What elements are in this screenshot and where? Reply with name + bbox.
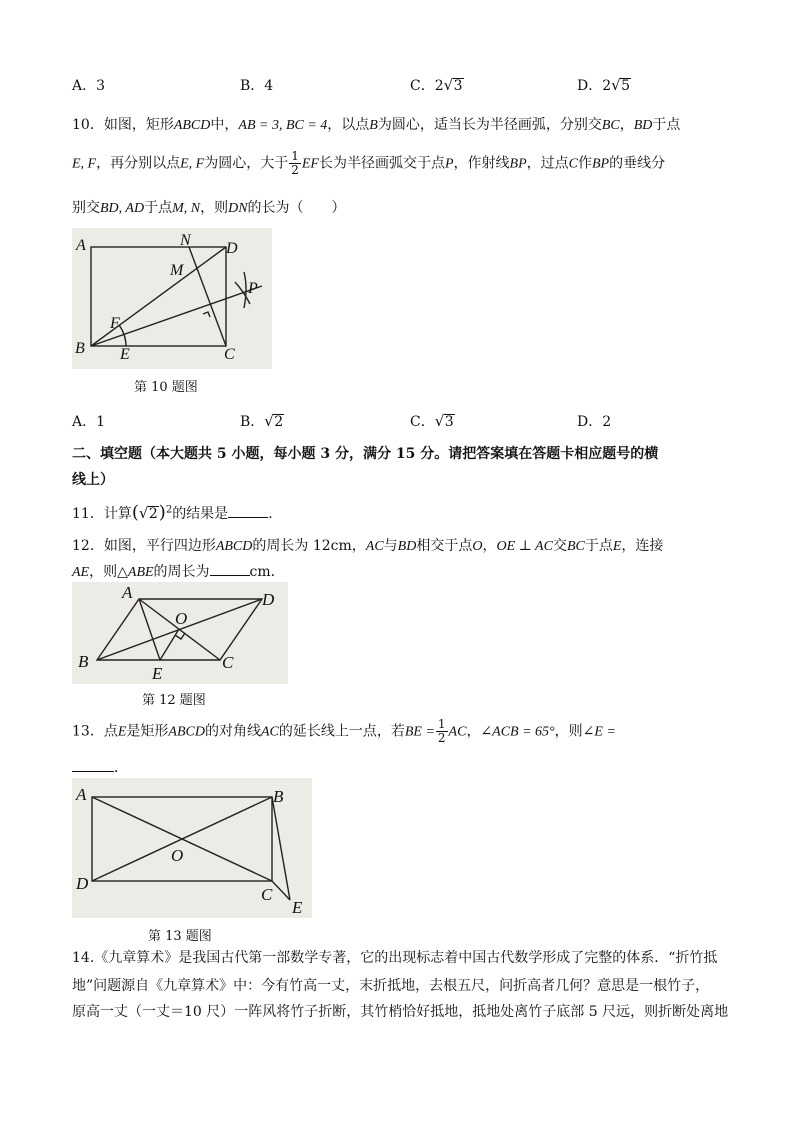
label-e: E [292, 898, 303, 917]
q13-line-2: ． [72, 757, 128, 777]
label-b: B [75, 340, 85, 357]
q10-caption: 第 10 题图 [134, 380, 198, 395]
label-e: E [152, 664, 163, 683]
sqrt-symbol: √ 5 [611, 76, 631, 94]
q9-option-d [577, 75, 631, 95]
q10-line-1: 10．如图，矩形ABCD中，AB = 3, BC = 4，以点B为圆心，适当长为半径画弧，分别交BC，BD于点 [72, 117, 681, 133]
q14-line-2: 地”问题源自《九章算术》中：今有竹高一丈，末折抵地，去根五尺，问折高者几何？意思是一根竹子， [72, 978, 710, 994]
label-d: D [76, 874, 89, 893]
label-e: E [120, 346, 130, 363]
fraction: $\frac{1}{2}$ [437, 717, 446, 745]
q10-line-2: E, F，再分别以点E, F为圆心，大于 $\frac{1}{2}$ EF长为半径画弧交于点P，作射线BP，过点C作BP的垂线分 [72, 149, 666, 177]
q10-figure [72, 228, 272, 369]
label-a: A [122, 583, 133, 602]
q10-option-a: A．1 [72, 414, 106, 430]
q10-option-d: D．2 [577, 414, 612, 430]
q9-option-b: B．4 [240, 78, 274, 94]
label-o: O [171, 846, 184, 865]
q12-line-1: 12．如图，平行四边形ABCD的周长为 12cm，AC与BD相交于点O，OE ⊥ AC交BC于点E，连接 [72, 538, 664, 554]
q12-figure [72, 582, 288, 684]
label-d: D [262, 590, 275, 609]
figure-background [72, 228, 272, 369]
q14-line-1: 14.《九章算术》是我国古代第一部数学专著，它的出现标志着中国古代数学形成了完整的体系．“折竹抵 [72, 950, 718, 966]
q9-option-a: A．3 [72, 78, 106, 94]
fraction: $\frac{1}{2}$ [291, 149, 299, 177]
label-a: A [76, 237, 86, 254]
q13-line-1: 13．点E是矩形ABCD的对角线AC的延长线上一点，若BE = $\frac{1}{2}$ AC，∠ACB = 65°，则∠E = [72, 717, 616, 745]
label-d: D [226, 240, 238, 257]
q10-option-b: B． √ 2 [240, 412, 284, 430]
label-a: A [76, 785, 87, 804]
answer-blank[interactable] [228, 517, 268, 518]
q10-line-3: 别交BD, AD于点M, N，则DN的长为（ ） [72, 200, 346, 216]
sqrt-symbol: √ 3 [434, 412, 454, 430]
label-o: O [175, 609, 188, 628]
q12-line-2: AE，则△ABE的周长为 cm． [72, 564, 285, 580]
q13-caption: 第 13 题图 [148, 929, 212, 944]
q9-option-c-prefix: C．2 [410, 78, 444, 94]
label-p: P [248, 280, 258, 297]
q10-option-c: C． √ 3 [410, 412, 454, 430]
answer-blank[interactable] [72, 771, 114, 772]
q9-option-d-prefix: D．2 [577, 78, 612, 94]
q9-option-c [410, 75, 464, 95]
label-c: C [261, 885, 273, 904]
label-n: N [180, 232, 191, 249]
label-m: M [170, 262, 184, 279]
section-2-heading-line-1: 二、填空题（本大题共 5 小题，每小题 3 分，满分 15 分。请把答案填在答题卡相应题号的横 [72, 446, 659, 462]
sqrt-symbol: √ 2 [138, 504, 158, 522]
q12-caption: 第 12 题图 [142, 693, 206, 708]
section-2-heading-line-2: 线上） [72, 472, 114, 488]
figure-background [72, 582, 288, 684]
sqrt-symbol: √ 2 [264, 412, 284, 430]
q11-text: 11．计算( √ 2)$^2$的结果是 ． [72, 502, 283, 523]
sqrt-symbol: √ 3 [443, 76, 463, 94]
q13-figure [72, 778, 312, 918]
q14-line-3: 原高一丈（一丈＝10 尺）一阵风将竹子折断，其竹梢恰好抵地，抵地处离竹子底部 5 尺远，则折断处离地 [72, 1004, 729, 1020]
label-c: C [224, 346, 235, 363]
label-c: C [222, 653, 234, 672]
label-b: B [78, 652, 89, 671]
answer-blank[interactable] [210, 575, 250, 576]
label-b: B [273, 787, 284, 806]
label-f: F [110, 315, 120, 332]
